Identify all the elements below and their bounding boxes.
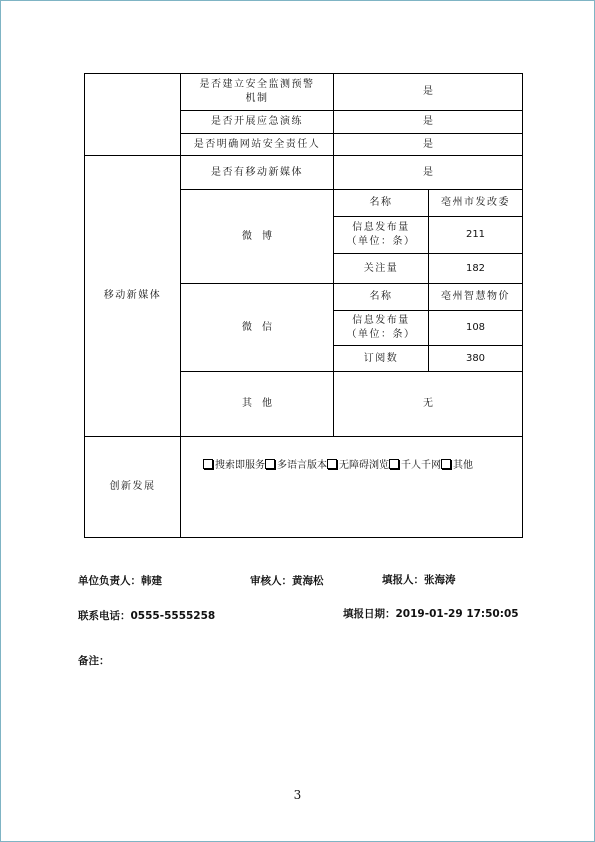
weibo-posts-label: [334, 217, 429, 254]
weibo-label: 微 博: [181, 190, 334, 284]
phone: 联系电话：0555-5555258: [78, 610, 216, 622]
has-media-value: 是: [334, 156, 523, 190]
option-label: 无障碍浏览: [339, 460, 389, 471]
innovation-options: [181, 437, 523, 538]
table-row: [85, 156, 523, 190]
weibo-name-value: 亳州市发改委: [429, 190, 523, 217]
checkbox-icon: [327, 459, 337, 469]
report-table: [84, 73, 523, 538]
checkbox-icon: [389, 459, 399, 469]
table-row: [85, 74, 523, 111]
option-search[interactable]: [203, 460, 265, 471]
remark: 备注：: [78, 655, 110, 667]
drill-label: 是否开展应急演练: [181, 111, 334, 134]
option-label: 搜索即服务: [215, 460, 265, 471]
responsible-value: 是: [334, 134, 523, 156]
weibo-follow-label: 关注量: [334, 254, 429, 284]
reviewer: 审核人：黄海松: [250, 575, 324, 587]
responsible-label: 是否明确网站安全责任人: [181, 134, 334, 156]
unit-head: 单位负责人：韩建: [78, 575, 162, 587]
wechat-posts-value: 108: [429, 311, 523, 346]
monitoring-label: [181, 74, 334, 111]
option-label: 其他: [453, 460, 473, 471]
checkbox-icon: [265, 459, 275, 469]
innovation-options-line: [203, 459, 522, 473]
wechat-name-label: 名称: [334, 284, 429, 311]
fill-date: 填报日期：2019-01-29 17:50:05: [343, 608, 519, 620]
table-row: [85, 437, 523, 538]
has-media-label: 是否有移动新媒体: [181, 156, 334, 190]
monitoring-value: 是: [334, 74, 523, 111]
weibo-follow-value: 182: [429, 254, 523, 284]
option-label: 千人千网: [401, 460, 441, 471]
other-label: 其 他: [181, 372, 334, 437]
option-accessible[interactable]: [327, 460, 389, 471]
wechat-posts-label-line2: （单位：条）: [346, 329, 416, 340]
checkbox-icon: [203, 459, 213, 469]
new-media-section-label: 移动新媒体: [85, 156, 181, 437]
weibo-name-label: 名称: [334, 190, 429, 217]
innovation-label: 创新发展: [85, 437, 181, 538]
wechat-name-value: 亳州智慧物价: [429, 284, 523, 311]
checkbox-icon: [441, 459, 451, 469]
option-personalized[interactable]: [389, 460, 441, 471]
drill-value: 是: [334, 111, 523, 134]
wechat-subs-label: 订阅数: [334, 346, 429, 372]
option-multilang[interactable]: [265, 460, 327, 471]
weibo-posts-value: 211: [429, 217, 523, 254]
monitoring-label-line2: 机制: [245, 93, 269, 104]
weibo-posts-label-line1: 信息发布量: [352, 222, 410, 233]
option-label: 多语言版本: [277, 460, 327, 471]
wechat-posts-label: [334, 311, 429, 346]
option-other[interactable]: [441, 460, 473, 471]
other-value: 无: [334, 372, 523, 437]
filler: 填报人：张海涛: [382, 574, 456, 586]
monitoring-label-line1: 是否建立安全监测预警: [199, 79, 315, 90]
weibo-posts-label-line2: （单位：条）: [346, 236, 416, 247]
wechat-subs-value: 380: [429, 346, 523, 372]
page-number: 3: [293, 788, 302, 802]
security-section-cell: [85, 74, 181, 156]
wechat-label: 微 信: [181, 284, 334, 372]
wechat-posts-label-line1: 信息发布量: [352, 315, 410, 326]
